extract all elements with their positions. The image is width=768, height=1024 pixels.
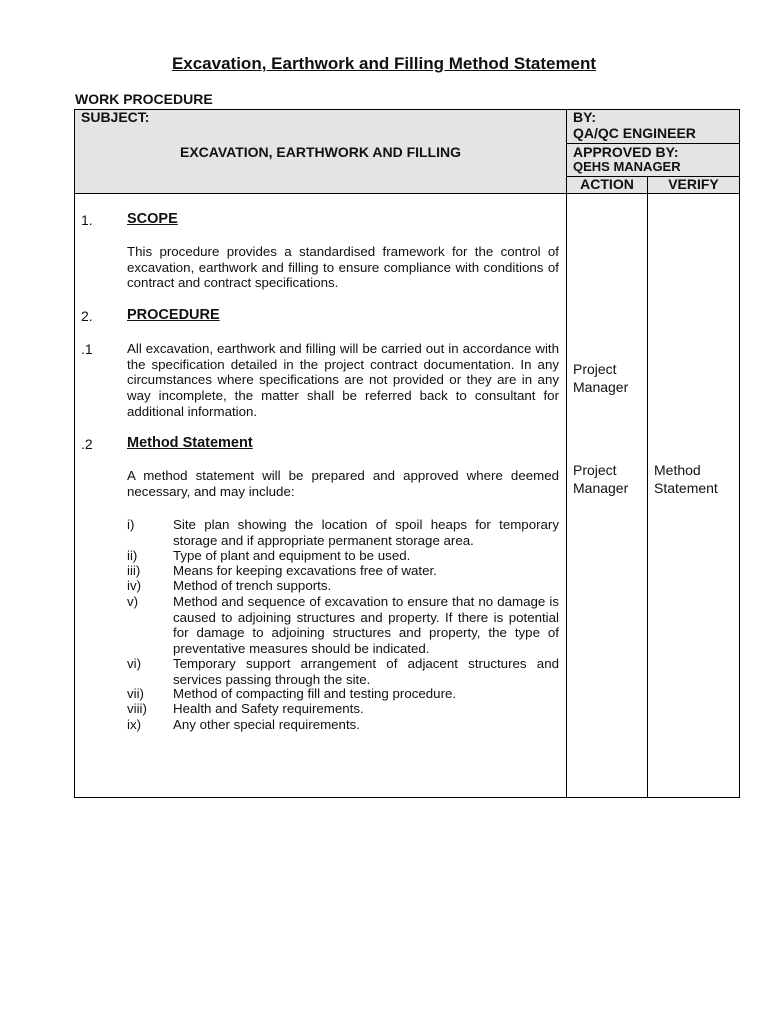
list-item-text: Site plan showing the location of spoil heaps for temporary storage and if appropriate permanent storage area. — [173, 517, 559, 548]
list-item-number: viii) — [127, 701, 147, 716]
approved-label: APPROVED BY: — [573, 144, 679, 160]
document-title: Excavation, Earthwork and Filling Method Statement — [171, 54, 597, 73]
list-item-text: Temporary support arrangement of adjacent structures and services passing through the site. — [173, 656, 559, 687]
list-item-text: Method of compacting fill and testing procedure. — [173, 686, 457, 701]
item2-intro: A method statement will be prepared and approved where deemed necessary, and may include: — [127, 468, 559, 499]
by-value: QA/QC ENGINEER — [573, 125, 696, 141]
method-statement-heading: Method Statement — [127, 435, 253, 451]
item-number: .2 — [81, 436, 93, 452]
approved-value: QEHS MANAGER — [573, 159, 681, 174]
item1-action: Project Manager — [573, 361, 629, 395]
section-number: 1. — [81, 212, 93, 228]
list-item-number: i) — [127, 517, 135, 532]
item2-verify: Method Statement — [654, 462, 718, 496]
list-item-number: vi) — [127, 656, 142, 671]
work-procedure-label: WORK PROCEDURE — [75, 91, 213, 107]
subject-label: SUBJECT: — [81, 109, 150, 125]
list-item-number: iv) — [127, 578, 142, 593]
scope-heading: SCOPE — [127, 211, 178, 227]
list-item-number: ix) — [127, 717, 142, 732]
list-item-text: Method and sequence of excavation to ensure that no damage is caused to adjoining structures and property. If there is potential for damage to adjoining structures and property, the type of preventative measures should be indicated. — [173, 594, 559, 656]
list-item-number: vii) — [127, 686, 144, 701]
list-item-number: ii) — [127, 548, 138, 563]
list-item-text: Means for keeping excavations free of water. — [173, 563, 437, 578]
list-item-text: Health and Safety requirements. — [173, 701, 364, 716]
list-item-text: Method of trench supports. — [173, 578, 332, 593]
item1-text: All excavation, earthwork and filling will be carried out in accordance with the specification detailed in the project contract documentation. In any circumstances where specifications are not provided or they are in any way incomplete, the matter shall be referred back to consultant for additional information. — [127, 341, 559, 419]
action-header: ACTION — [580, 176, 634, 192]
verify-header: VERIFY — [668, 176, 719, 192]
list-item-number: iii) — [127, 563, 141, 578]
by-label: BY: — [573, 109, 597, 125]
list-item-number: v) — [127, 594, 139, 609]
item-number: .1 — [81, 341, 93, 357]
subject-value: EXCAVATION, EARTHWORK AND FILLING — [179, 144, 462, 160]
item2-action: Project Manager — [573, 462, 629, 496]
scope-text: This procedure provides a standardised framework for the control of excavation, earthwork and filling to ensure compliance with conditions of contract and contract specifications. — [127, 244, 559, 290]
section-number: 2. — [81, 308, 93, 324]
list-item-text: Any other special requirements. — [173, 717, 360, 732]
list-item-text: Type of plant and equipment to be used. — [173, 548, 411, 563]
procedure-heading: PROCEDURE — [127, 307, 220, 323]
